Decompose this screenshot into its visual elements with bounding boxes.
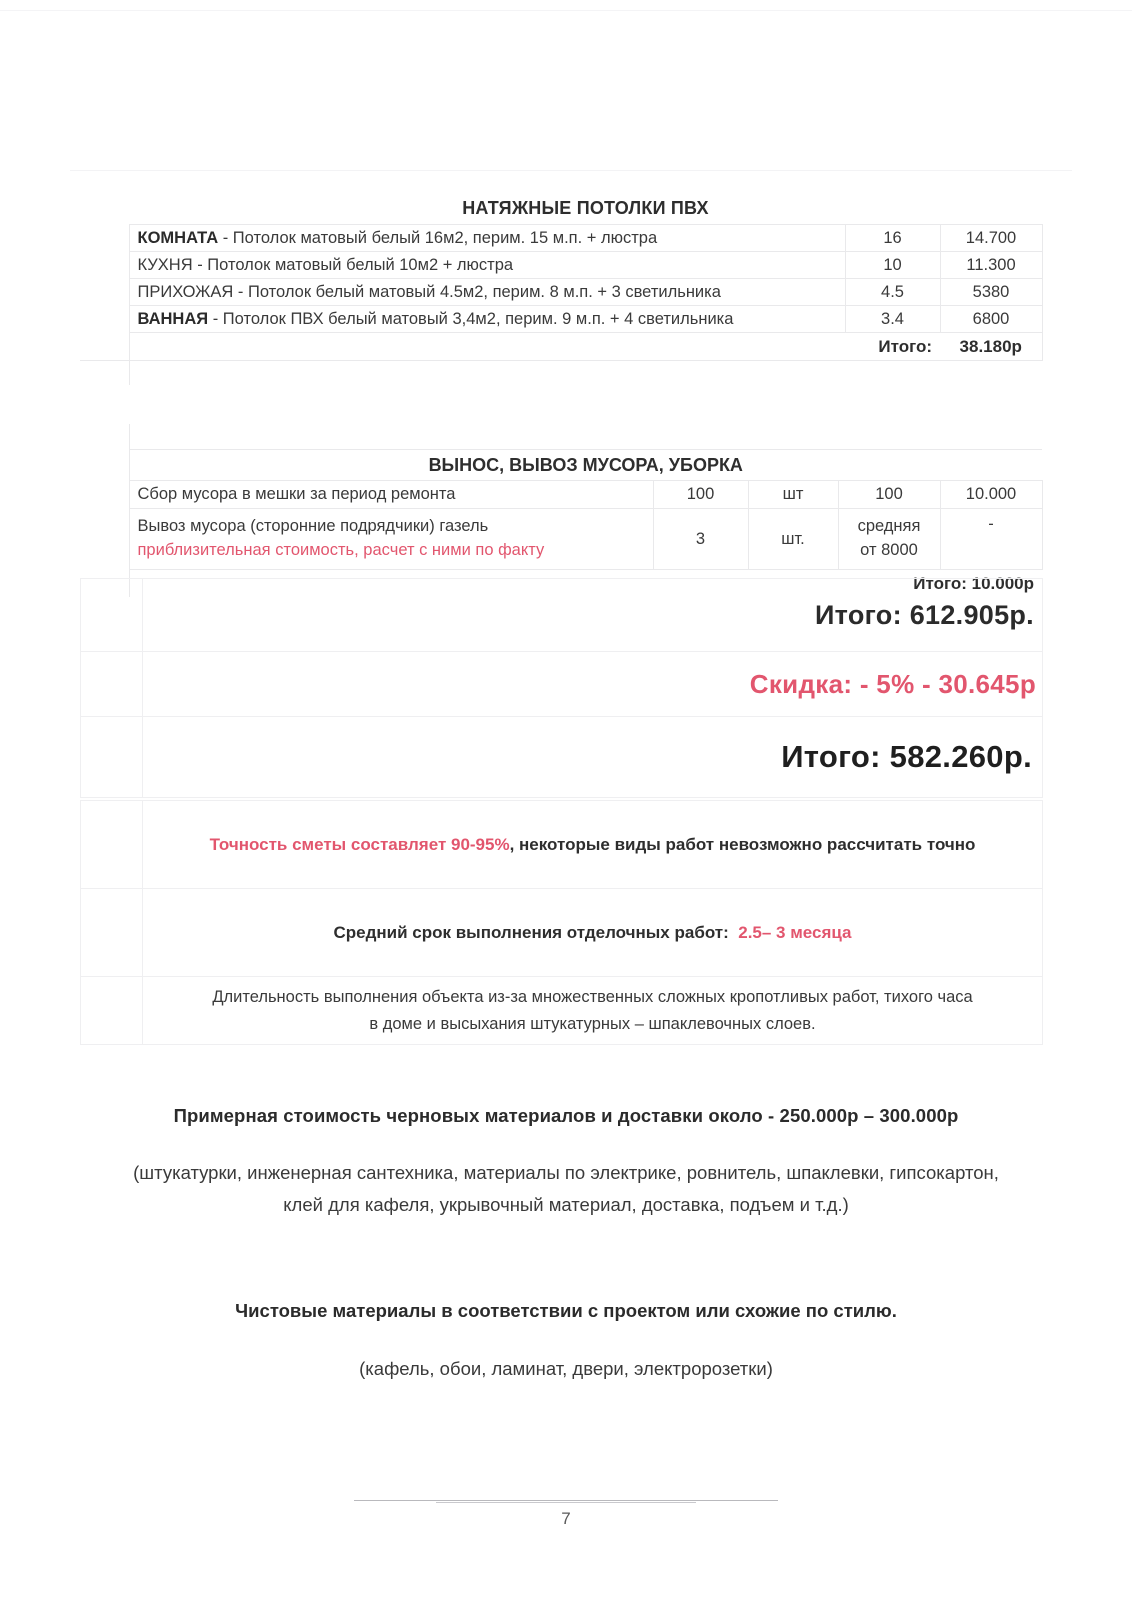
ceilings-total-label: Итого: [845,333,940,361]
note-accuracy [143,801,1043,889]
footer-divider [354,1500,778,1501]
ceilings-table [80,193,1043,385]
room-name: ВАННАЯ [137,309,209,328]
summary-subtotal: Итого: 612.905р. [143,579,1043,652]
gutter-cell [80,252,129,279]
gutter-cell [80,481,129,509]
row-quantity: 100 [653,481,748,509]
row-description: Сбор мусора в мешки за период ремонта [129,481,653,509]
room-description: - Потолок матовый белый 16м2, перим. 15 м.п. + люстра [218,228,658,247]
table-bottom-spacer [80,361,1042,386]
row-sum: 14.700 [940,225,1042,252]
gutter-cell [81,889,143,977]
ceilings-total-value: 38.180р [940,333,1042,361]
rough-materials-list-line2: клей для кафеля, укрывочный материал, доставка, подъем и т.д.) [283,1194,849,1216]
garbage-total-value: Итого: 10.000р [129,570,1042,598]
row-description-note: приблизительная стоимость, расчет с ними по факту [137,541,545,559]
gutter-cell [81,801,143,889]
table-row [80,481,1042,509]
row-quantity: 10 [845,252,940,279]
note-term-row [81,889,1043,977]
empty-cell [129,424,1042,450]
gutter-cell [81,977,143,1045]
row-quantity: 3.4 [845,306,940,333]
note-term [143,889,1043,977]
row-price [838,509,940,570]
room-name: КУХНЯ [137,255,193,274]
gutter-cell [81,717,143,798]
garbage-table-title-row [80,450,1042,481]
summary-subtotal-row [81,579,1043,652]
row-sum: 5380 [940,279,1042,306]
notes-block [80,800,1043,1045]
table-row [80,306,1042,333]
row-price-line2: от 8000 [860,541,918,559]
row-sum: 6800 [940,306,1042,333]
table-row [80,252,1042,279]
room-description: - Потолок белый матовый 4.5м2, перим. 8 м.п. + 3 светильника [233,282,721,301]
summary-grand-total-row [81,717,1043,798]
footer-divider-secondary [436,1502,696,1503]
garbage-table [80,424,1043,597]
table-row [80,509,1042,570]
note-duration [143,977,1043,1045]
page-footer [0,1500,1132,1529]
rough-materials-cost: Примерная стоимость черновых материалов и доставки около - 250.000р – 300.000р [173,1105,959,1126]
garbage-table-top-spacer [80,424,1042,450]
gutter-cell [80,279,129,306]
room-name: ПРИХОЖАЯ [137,282,234,301]
note-duration-line2: в доме и высыхания штукатурных – шпаклевочных слоев. [369,1014,816,1033]
summary-discount-row [81,652,1043,717]
finish-materials-list: (кафель, обои, ламинат, двери, электророзетки) [359,1357,773,1379]
note-accuracy-row [81,801,1043,889]
note-accuracy-rest: , некоторые виды работ невозможно рассчитать точно [509,834,976,854]
gutter-cell [80,509,129,570]
row-description [129,225,845,252]
ceilings-table-title: НАТЯЖНЫЕ ПОТОЛКИ ПВХ [129,193,1042,225]
gutter-cell [81,579,143,652]
row-price-line1: средняя [857,517,921,536]
row-sum: - [940,509,1042,570]
row-sum: 11.300 [940,252,1042,279]
spacer-cell [129,333,845,361]
gutter-cell [80,361,129,386]
note-accuracy-highlight: Точность сметы составляет 90-95% [209,834,510,854]
materials-section [60,1105,1072,1380]
gutter-cell [80,193,129,225]
note-duration-line1: Длительность выполнения объекта из-за множественных сложных кропотливых работ, тихого часа [212,988,973,1007]
note-duration-row [81,977,1043,1045]
scan-artifact-line-upper [70,170,1072,171]
gutter-cell [80,225,129,252]
room-description: - Потолок ПВХ белый матовый 3,4м2, перим. 9 м.п. + 4 светильника [208,309,734,328]
row-price: 100 [838,481,940,509]
row-unit: шт [748,481,838,509]
table-row [80,279,1042,306]
garbage-table-title: ВЫНОС, ВЫВОЗ МУСОРА, УБОРКА [129,450,1042,481]
rough-materials-list-line1: (штукатурки, инженерная сантехника, материалы по электрике, ровнитель, шпаклевки, гипсокартон, [133,1162,999,1183]
note-term-label: Средний срок выполнения отделочных работ: [333,922,729,942]
summary-block [80,578,1043,798]
scan-artifact-line-top [0,10,1132,11]
row-description-line1: Вывоз мусора (сторонние подрядчики) газель [137,517,489,536]
gutter-cell [81,652,143,717]
gutter-cell [80,450,129,481]
table-row [80,225,1042,252]
gutter-cell [80,306,129,333]
row-description [129,306,845,333]
ceilings-total-row [80,333,1042,361]
room-description: - Потолок матовый белый 10м2 + люстра [192,255,514,274]
row-description [129,279,845,306]
row-description [129,509,653,570]
summary-grand-total: Итого: 582.260р. [143,717,1043,798]
page-number: 7 [561,1509,571,1528]
empty-cell [129,361,1042,386]
row-quantity: 3 [653,509,748,570]
row-quantity: 4.5 [845,279,940,306]
section-gap [60,1222,1072,1300]
summary-discount: Скидка: - 5% - 30.645р [143,652,1043,717]
finish-materials-title: Чистовые материалы в соответствии с проектом или схожие по стилю. [235,1299,897,1321]
room-name: КОМНАТА [137,228,219,247]
row-unit: шт. [748,509,838,570]
note-term-value: 2.5– 3 месяца [738,922,852,942]
row-sum: 10.000 [940,481,1042,509]
gutter-cell [80,424,129,450]
row-quantity: 16 [845,225,940,252]
gutter-cell [80,333,129,361]
row-description [129,252,845,279]
ceilings-table-title-row [80,193,1042,225]
